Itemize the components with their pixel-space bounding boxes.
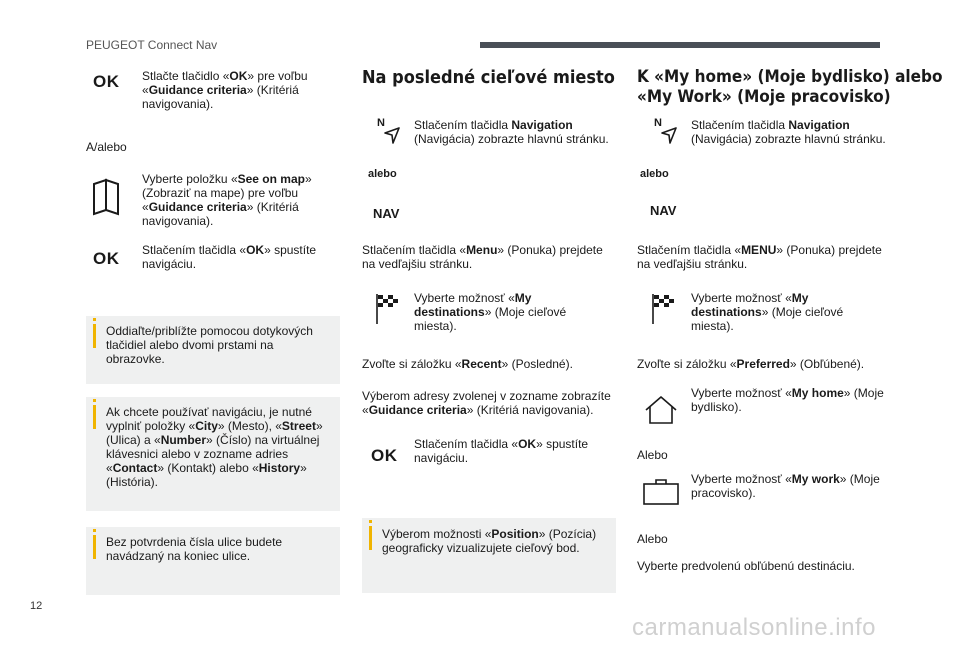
header-title: PEUGEOT Connect Nav xyxy=(86,38,218,52)
middle-step1-text: Stlačením tlačidla Navigation (Navigácia) zobrazte hlavnú stránku. xyxy=(414,118,609,146)
ok-icon: OK xyxy=(93,249,120,268)
middle-step5-text: Výberom adresy zvolenej v zozname zobrazíte «Guidance criteria» (Kritériá navigovania). xyxy=(362,389,611,417)
nav-button-label: NAV xyxy=(650,203,677,218)
info-note xyxy=(86,397,340,511)
left-step1-text: Stlačte tlačidlo «OK» pre voľbu «Guidance criteria» (Kritériá navigovania). xyxy=(142,69,308,111)
briefcase-icon xyxy=(643,478,679,506)
book-icon xyxy=(92,178,122,216)
right-or-label: Alebo xyxy=(637,448,668,462)
middle-step6-text: Stlačením tlačidla «OK» spustíte navigáciu. xyxy=(414,437,589,465)
left-or-label: A/alebo xyxy=(86,140,127,154)
note-text: Výberom možnosti «Position» (Pozícia) geograficky vizualizujete cieľový bod. xyxy=(382,527,597,555)
checkered-flag-icon xyxy=(376,294,400,324)
section-title xyxy=(637,67,943,107)
info-icon xyxy=(369,526,372,550)
navigation-arrow-icon xyxy=(382,127,402,145)
middle-step2-text: Stlačením tlačidla «Menu» (Ponuka) prejdete na vedľajšiu stránku. xyxy=(362,243,603,271)
nav-letter: N xyxy=(377,117,385,129)
note-text: Bez potvrdenia čísla ulice budete navádzaný na koniec ulice. xyxy=(106,535,283,563)
right-step2-text: Stlačením tlačidla «MENU» (Ponuka) prejdete na vedľajšiu stránku. xyxy=(637,243,882,271)
right-or-label: Alebo xyxy=(637,532,668,546)
section-title-line2: «My Work» (Moje pracovisko) xyxy=(637,87,891,107)
right-step5-text: Vyberte možnosť «My home» (Moje bydlisko). xyxy=(691,386,884,414)
page-number: 12 xyxy=(30,600,43,612)
section-title-line1: K «My home» (Moje bydlisko) alebo xyxy=(637,67,943,87)
right-step4-text: Zvoľte si záložku «Preferred» (Obľúbené). xyxy=(637,357,865,371)
ok-icon: OK xyxy=(371,446,398,465)
header-bar xyxy=(480,42,880,48)
info-icon xyxy=(93,535,96,559)
middle-step3-text: Vyberte možnosť «My destinations» (Moje cieľové miesta). xyxy=(414,291,567,333)
right-step6-text: Vyberte možnosť «My work» (Moje pracovisko). xyxy=(691,472,880,500)
info-note xyxy=(362,518,616,593)
right-step1-text: Stlačením tlačidla Navigation (Navigácia) zobrazte hlavnú stránku. xyxy=(691,118,886,146)
right-step3-text: Vyberte možnosť «My destinations» (Moje cieľové miesta). xyxy=(691,291,844,333)
watermark: carmanualsonline.info xyxy=(632,614,876,641)
left-step3-text: Stlačením tlačidla «OK» spustíte navigáciu. xyxy=(142,243,317,271)
nav-letter: N xyxy=(654,117,662,129)
nav-button-label: NAV xyxy=(373,206,400,221)
right-step7-text: Vyberte predvolenú obľúbenú destináciu. xyxy=(637,559,855,573)
info-note xyxy=(86,527,340,595)
or-label: alebo xyxy=(640,168,669,180)
info-icon xyxy=(93,324,96,348)
or-label: alebo xyxy=(368,168,397,180)
left-step2-text: Vyberte položku «See on map» (Zobraziť na mape) pre voľbu «Guidance criteria» (Kritériá navigovania). xyxy=(142,172,312,228)
note-text: Ak chcete používať navigáciu, je nutné vyplniť položky «City» (Mesto), «Street» (Ulica) a «Number» (Číslo) na virtuálnej klávesnici alebo v zozname adries «Contact» (Kontakt) alebo «History» (História). xyxy=(106,405,323,489)
checkered-flag-icon xyxy=(652,294,676,324)
middle-step4-text: Zvoľte si záložku «Recent» (Posledné). xyxy=(362,357,573,371)
navigation-arrow-icon xyxy=(659,127,679,145)
info-note xyxy=(86,316,340,384)
ok-icon: OK xyxy=(93,72,120,91)
note-text: Oddiaľte/priblížte pomocou dotykových tlačidiel alebo dvomi prstami na obrazovke. xyxy=(106,324,313,366)
home-icon xyxy=(644,396,678,424)
info-icon xyxy=(93,405,96,429)
section-title: Na posledné cieľové miesto xyxy=(362,67,615,88)
